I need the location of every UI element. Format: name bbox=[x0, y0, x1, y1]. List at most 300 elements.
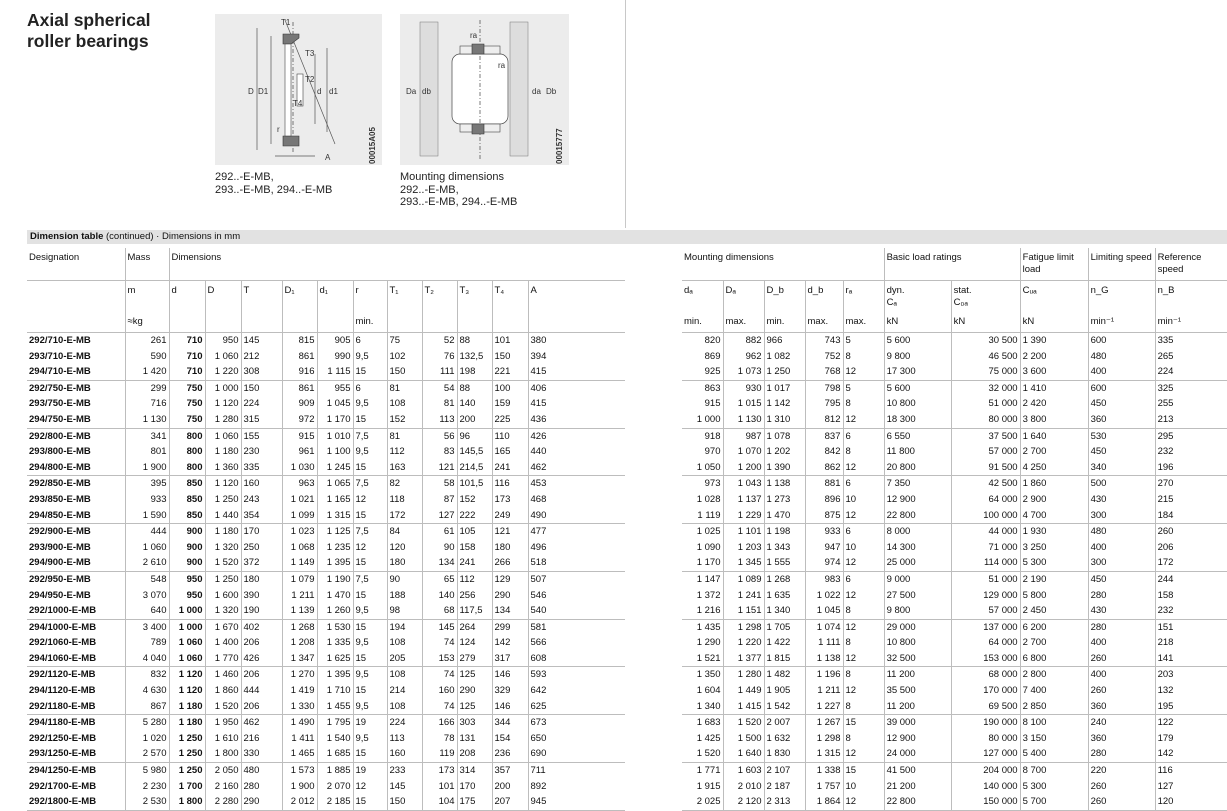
cell-T1: 84 bbox=[387, 524, 422, 540]
cell-C: 5 600 bbox=[884, 380, 951, 396]
cell-ra: 12 bbox=[843, 651, 884, 667]
cell-db: 837 bbox=[805, 428, 843, 444]
cell-r: 15 bbox=[353, 619, 387, 635]
cell-T: 280 bbox=[241, 779, 282, 795]
cell-T3: 170 bbox=[457, 779, 492, 795]
cell-A: 394 bbox=[528, 349, 625, 365]
cell-da: 1 521 bbox=[682, 651, 723, 667]
cell-nB: 196 bbox=[1155, 460, 1227, 476]
cell-nB: 122 bbox=[1155, 715, 1227, 731]
cell-C: 39 000 bbox=[884, 715, 951, 731]
cell-C0: 71 000 bbox=[951, 540, 1020, 556]
cell-m: 548 bbox=[125, 571, 169, 587]
cell-da: 1 771 bbox=[696, 765, 721, 777]
cell-db: 896 bbox=[805, 492, 843, 508]
table-row bbox=[27, 364, 625, 380]
cell-des: 292/1060-E-MB bbox=[29, 637, 97, 649]
cell-ra: 8 bbox=[843, 349, 884, 365]
cell-T2: 90 bbox=[422, 540, 457, 556]
table-row bbox=[682, 444, 1227, 460]
cell-Cu: 3 150 bbox=[1020, 731, 1088, 747]
cell-A: 406 bbox=[528, 380, 625, 396]
cell-Da: 882 bbox=[723, 333, 764, 349]
cell-Db: 1 635 bbox=[764, 588, 805, 604]
cell-D1: 861 bbox=[282, 349, 317, 365]
cell-nB: 270 bbox=[1155, 476, 1227, 492]
cell-T: 308 bbox=[241, 364, 282, 380]
header-row-groups bbox=[27, 248, 625, 281]
header-dimensions: Dimensions bbox=[169, 248, 625, 281]
cell-d: 850 bbox=[169, 476, 205, 492]
cell-d1: 1 470 bbox=[317, 588, 353, 604]
cell-des: 294/1000-E-MB bbox=[29, 621, 97, 633]
cell-T3: 279 bbox=[457, 651, 492, 667]
cell-A: 945 bbox=[528, 794, 625, 810]
cell-da: 1 372 bbox=[696, 589, 721, 601]
cell-nB: 151 bbox=[1155, 619, 1227, 635]
cell-m: 5 980 bbox=[125, 763, 169, 779]
cell-T4: 329 bbox=[492, 683, 528, 699]
label-r: r bbox=[277, 125, 280, 134]
cell-r: 12 bbox=[353, 492, 387, 508]
mounting-table-body bbox=[682, 333, 1227, 811]
cell-d: 1 120 bbox=[169, 667, 205, 683]
cell-A: 440 bbox=[528, 444, 625, 460]
cell-r: 15 bbox=[353, 588, 387, 604]
cell-Db: 1 202 bbox=[764, 444, 805, 460]
unit-r-min: min. bbox=[353, 313, 387, 333]
cell-db: 768 bbox=[805, 364, 843, 380]
header-fatigue: Fatigue limit load bbox=[1020, 248, 1088, 281]
cell-D1: 1 268 bbox=[282, 619, 317, 635]
cell-nB: 295 bbox=[1155, 428, 1227, 444]
cell-d1: 1 065 bbox=[317, 476, 353, 492]
cell-T4: 121 bbox=[492, 524, 528, 540]
cell-ra: 12 bbox=[843, 794, 884, 810]
cell-db: 862 bbox=[805, 460, 843, 476]
cell-C0: 114 000 bbox=[951, 555, 1020, 571]
cell-r: 7,5 bbox=[353, 524, 387, 540]
cell-nG: 450 bbox=[1088, 571, 1155, 587]
cell-nB: 172 bbox=[1155, 555, 1227, 571]
cell-m: 444 bbox=[125, 524, 169, 540]
cell-T3: 214,5 bbox=[457, 460, 492, 476]
cell-C: 29 000 bbox=[884, 619, 951, 635]
cell-ra: 5 bbox=[843, 333, 884, 349]
cell-T4: 207 bbox=[492, 794, 528, 810]
cell-D: 1 250 bbox=[205, 492, 241, 508]
cell-A: 436 bbox=[528, 412, 625, 428]
cell-des: 292/1250-E-MB bbox=[29, 732, 97, 744]
cell-d1: 1 125 bbox=[317, 524, 353, 540]
cell-des: 292/800-E-MB bbox=[29, 430, 91, 442]
cell-ra: 8 bbox=[843, 444, 884, 460]
bearing-section-figure bbox=[215, 14, 382, 165]
cell-A: 380 bbox=[528, 333, 625, 349]
cell-ra: 8 bbox=[843, 699, 884, 715]
cell-Cu: 3 600 bbox=[1020, 364, 1088, 380]
cell-da: 1 520 bbox=[682, 746, 723, 762]
cell-A: 426 bbox=[528, 428, 625, 444]
cell-T2: 81 bbox=[422, 396, 457, 412]
cell-Cu: 5 300 bbox=[1020, 555, 1088, 571]
cell-T2: 56 bbox=[422, 428, 457, 444]
cell-nB: 213 bbox=[1155, 412, 1227, 428]
table-row bbox=[682, 460, 1227, 476]
dimension-table bbox=[27, 248, 625, 811]
mounting-drawing bbox=[400, 14, 569, 165]
cell-d1: 905 bbox=[317, 333, 353, 349]
cell-T3: 101,5 bbox=[457, 476, 492, 492]
table-row bbox=[682, 699, 1227, 715]
cell-T3: 140 bbox=[457, 396, 492, 412]
cell-ra: 6 bbox=[843, 428, 884, 444]
cell-A: 518 bbox=[528, 555, 625, 571]
table-row bbox=[682, 651, 1227, 667]
cell-Da: 1 137 bbox=[723, 492, 764, 508]
cell-m: 801 bbox=[125, 444, 169, 460]
table-row bbox=[27, 349, 625, 365]
cell-ra: 8 bbox=[843, 731, 884, 747]
cell-Cu: 8 700 bbox=[1020, 763, 1088, 779]
cell-da: 869 bbox=[704, 350, 721, 362]
cell-nG: 450 bbox=[1088, 396, 1155, 412]
cell-T4: 249 bbox=[492, 508, 528, 524]
cell-Da: 1 101 bbox=[723, 524, 764, 540]
cell-T: 160 bbox=[241, 476, 282, 492]
cell-T: 206 bbox=[241, 699, 282, 715]
cell-nG: 300 bbox=[1088, 508, 1155, 524]
cell-db: 1 138 bbox=[805, 651, 843, 667]
table-row bbox=[27, 476, 625, 492]
cell-C0: 127 000 bbox=[951, 746, 1020, 762]
cell-des: 293/900-E-MB bbox=[29, 541, 91, 553]
cell-des: 294/900-E-MB bbox=[27, 555, 125, 571]
cell-T1: 113 bbox=[387, 731, 422, 747]
cell-r: 9,5 bbox=[353, 444, 387, 460]
cell-nG: 480 bbox=[1088, 524, 1155, 540]
cell-Cu: 1 640 bbox=[1020, 428, 1088, 444]
cell-A: 546 bbox=[528, 588, 625, 604]
header-basic-load: Basic load ratings bbox=[884, 248, 1020, 281]
cell-nG: 600 bbox=[1088, 380, 1155, 396]
cell-da: 863 bbox=[704, 382, 721, 394]
cell-des: 294/1180-E-MB bbox=[29, 717, 96, 729]
cell-d1: 2 185 bbox=[317, 794, 353, 810]
cell-T: 243 bbox=[241, 492, 282, 508]
cell-T4: 150 bbox=[492, 349, 528, 365]
cell-T1: 180 bbox=[387, 555, 422, 571]
cell-Da: 930 bbox=[723, 380, 764, 396]
cell-d1: 1 685 bbox=[317, 746, 353, 762]
cell-des: 292/850-E-MB bbox=[29, 478, 91, 490]
cell-C0: 51 000 bbox=[951, 571, 1020, 587]
cell-T2: 61 bbox=[422, 524, 457, 540]
cell-db: 1 298 bbox=[805, 731, 843, 747]
cell-T1: 108 bbox=[387, 699, 422, 715]
cell-D1: 1 208 bbox=[282, 635, 317, 651]
table-row bbox=[27, 524, 625, 540]
cell-D: 1 520 bbox=[205, 699, 241, 715]
cell-d1: 1 170 bbox=[317, 412, 353, 428]
cell-Da: 1 229 bbox=[723, 508, 764, 524]
cell-T2: 113 bbox=[422, 412, 457, 428]
cell-Da: 1 500 bbox=[723, 731, 764, 747]
cell-C: 11 200 bbox=[884, 699, 951, 715]
cell-T4: 180 bbox=[492, 540, 528, 556]
cell-da: 925 bbox=[682, 364, 723, 380]
cell-m: 1 130 bbox=[125, 412, 169, 428]
cell-r: 12 bbox=[353, 779, 387, 795]
cell-T2: 166 bbox=[422, 715, 457, 731]
cell-des: 292/710-E-MB bbox=[29, 335, 91, 346]
cell-d1: 1 395 bbox=[317, 555, 353, 571]
cell-r: 6 bbox=[353, 380, 387, 396]
label-db: db bbox=[422, 87, 431, 96]
cell-d1: 1 045 bbox=[317, 396, 353, 412]
cell-D: 1 670 bbox=[205, 619, 241, 635]
cell-d: 800 bbox=[169, 444, 205, 460]
cell-C0: 57 000 bbox=[951, 444, 1020, 460]
cell-C: 21 200 bbox=[884, 779, 951, 795]
cell-nB: 206 bbox=[1155, 540, 1227, 556]
cell-C: 12 900 bbox=[884, 731, 951, 747]
cell-ra: 12 bbox=[843, 460, 884, 476]
cell-db: 743 bbox=[805, 333, 843, 349]
table-row bbox=[682, 540, 1227, 556]
cell-T: 150 bbox=[241, 380, 282, 396]
cell-des: 292/1000-E-MB bbox=[27, 603, 125, 619]
header-stat bbox=[951, 281, 1020, 314]
cell-m: 3 400 bbox=[125, 619, 169, 635]
cell-C0: 150 000 bbox=[951, 794, 1020, 810]
cell-r: 12 bbox=[353, 540, 387, 556]
cell-nB: 260 bbox=[1155, 524, 1227, 540]
cell-Cu: 1 410 bbox=[1020, 380, 1088, 396]
cell-T3: 222 bbox=[457, 508, 492, 524]
cell-r: 9,5 bbox=[353, 603, 387, 619]
cell-nG: 280 bbox=[1088, 588, 1155, 604]
cell-C: 35 500 bbox=[884, 683, 951, 699]
cell-T4: 241 bbox=[492, 460, 528, 476]
header-nG: n_G bbox=[1088, 281, 1155, 314]
cell-da: 820 bbox=[704, 335, 721, 346]
cell-d: 900 bbox=[169, 555, 205, 571]
cell-ra: 10 bbox=[843, 492, 884, 508]
cell-r: 15 bbox=[353, 412, 387, 428]
cell-Da: 1 220 bbox=[723, 635, 764, 651]
header-T: T bbox=[241, 281, 282, 314]
cell-ra: 12 bbox=[843, 555, 884, 571]
cell-Db: 1 250 bbox=[764, 364, 805, 380]
cell-m: 341 bbox=[125, 428, 169, 444]
cell-Db: 2 107 bbox=[764, 763, 805, 779]
cell-C0: 190 000 bbox=[951, 715, 1020, 731]
cell-C0: 69 500 bbox=[951, 699, 1020, 715]
cell-D1: 2 012 bbox=[282, 794, 317, 810]
cell-A: 415 bbox=[528, 396, 625, 412]
cell-db: 1 211 bbox=[805, 683, 843, 699]
label-T4: T4 bbox=[293, 99, 303, 108]
label-d: d bbox=[317, 87, 322, 96]
cell-D1: 1 465 bbox=[282, 746, 317, 762]
cell-T4: 344 bbox=[492, 715, 528, 731]
cell-T2: 65 bbox=[422, 571, 457, 587]
cell-D: 1 180 bbox=[205, 444, 241, 460]
cell-nG: 430 bbox=[1088, 492, 1155, 508]
cell-Cu: 2 850 bbox=[1020, 699, 1088, 715]
cell-r: 15 bbox=[353, 555, 387, 571]
cell-da: 970 bbox=[704, 446, 721, 458]
mounting-header-row-symbols bbox=[682, 281, 1227, 314]
table-row bbox=[27, 412, 625, 428]
cell-Cu: 3 800 bbox=[1020, 412, 1088, 428]
cell-ra: 12 bbox=[843, 364, 884, 380]
cell-nB: 184 bbox=[1155, 508, 1227, 524]
cell-C0: 32 000 bbox=[951, 380, 1020, 396]
table-row bbox=[27, 635, 625, 651]
cell-da: 1 025 bbox=[696, 526, 721, 538]
cell-Db: 2 313 bbox=[764, 794, 805, 810]
cell-Cu: 2 450 bbox=[1020, 603, 1088, 619]
cell-da: 1 090 bbox=[696, 541, 721, 553]
cell-D: 1 120 bbox=[205, 476, 241, 492]
header-T1: T₁ bbox=[387, 281, 422, 314]
cell-d: 710 bbox=[169, 333, 205, 349]
cell-Da: 1 298 bbox=[723, 619, 764, 635]
cell-A: 673 bbox=[528, 715, 625, 731]
cell-C: 22 800 bbox=[884, 794, 951, 810]
label-da: da bbox=[532, 87, 541, 96]
cell-T: 216 bbox=[241, 731, 282, 747]
cell-Db: 1 142 bbox=[764, 396, 805, 412]
table-row bbox=[27, 731, 625, 747]
cell-ra: 8 bbox=[843, 603, 884, 619]
table-row bbox=[682, 571, 1227, 587]
cell-A: 625 bbox=[528, 699, 625, 715]
cell-m: 1 020 bbox=[125, 731, 169, 747]
cell-D: 2 280 bbox=[205, 794, 241, 810]
cell-des: 292/1700-E-MB bbox=[29, 780, 97, 792]
unit-kg: ≈kg bbox=[125, 313, 169, 333]
cell-d: 900 bbox=[169, 524, 205, 540]
cell-nG: 260 bbox=[1088, 683, 1155, 699]
cell-Cu: 2 700 bbox=[1020, 444, 1088, 460]
cell-D1: 1 023 bbox=[282, 524, 317, 540]
cell-Db: 1 198 bbox=[764, 524, 805, 540]
cell-da: 1 435 bbox=[696, 621, 721, 633]
cell-C: 7 350 bbox=[884, 476, 951, 492]
cell-T4: 173 bbox=[492, 492, 528, 508]
cell-d1: 1 625 bbox=[317, 651, 353, 667]
cell-nB: 116 bbox=[1155, 763, 1227, 779]
unit-nB-rpm: min⁻¹ bbox=[1155, 313, 1227, 333]
cell-T2: 87 bbox=[422, 492, 457, 508]
cell-d: 750 bbox=[169, 396, 205, 412]
cell-T1: 160 bbox=[387, 746, 422, 762]
cell-D1: 909 bbox=[282, 396, 317, 412]
cell-ra: 10 bbox=[843, 779, 884, 795]
cell-T3: 208 bbox=[457, 746, 492, 762]
cell-T: 145 bbox=[241, 333, 282, 349]
cell-D: 1 460 bbox=[205, 667, 241, 683]
cell-A: 490 bbox=[528, 508, 625, 524]
cell-d: 1 250 bbox=[169, 731, 205, 747]
cell-db: 752 bbox=[805, 349, 843, 365]
cell-Da: 1 377 bbox=[723, 651, 764, 667]
cell-T3: 264 bbox=[457, 619, 492, 635]
figure2-caption-line1: Mounting dimensions bbox=[400, 171, 504, 183]
page-title bbox=[27, 10, 151, 52]
cell-d: 1 000 bbox=[169, 619, 205, 635]
cell-D: 1 250 bbox=[205, 571, 241, 587]
cell-D: 1 520 bbox=[205, 555, 241, 571]
cell-des: 292/1180-E-MB bbox=[27, 699, 125, 715]
cell-A: 581 bbox=[528, 619, 625, 635]
table-row bbox=[27, 540, 625, 556]
cell-C: 11 800 bbox=[884, 444, 951, 460]
cell-T4: 100 bbox=[492, 380, 528, 396]
cell-T3: 125 bbox=[457, 699, 492, 715]
cell-T1: 90 bbox=[387, 571, 422, 587]
cell-T4: 290 bbox=[492, 588, 528, 604]
cell-r: 15 bbox=[353, 683, 387, 699]
cell-m: 640 bbox=[125, 603, 169, 619]
cell-D: 1 280 bbox=[205, 412, 241, 428]
cell-m: 789 bbox=[125, 635, 169, 651]
cell-T2: 121 bbox=[422, 460, 457, 476]
cell-T1: 150 bbox=[387, 364, 422, 380]
cell-d: 710 bbox=[169, 364, 205, 380]
cell-db: 1 022 bbox=[805, 588, 843, 604]
cell-Da: 1 130 bbox=[723, 412, 764, 428]
cell-nB: 195 bbox=[1155, 699, 1227, 715]
cell-D1: 815 bbox=[282, 333, 317, 349]
cell-T4: 159 bbox=[492, 396, 528, 412]
cell-Cu: 2 420 bbox=[1020, 396, 1088, 412]
cell-d: 1 180 bbox=[169, 699, 205, 715]
cell-m: 832 bbox=[125, 667, 169, 683]
cell-T1: 214 bbox=[387, 683, 422, 699]
cell-A: 608 bbox=[528, 651, 625, 667]
cell-nG: 260 bbox=[1088, 794, 1155, 810]
cell-T: 480 bbox=[241, 763, 282, 779]
table-row bbox=[27, 428, 625, 444]
cell-A: 642 bbox=[528, 683, 625, 699]
cell-r: 15 bbox=[353, 508, 387, 524]
cell-D1: 1 411 bbox=[282, 731, 317, 747]
cell-des: 294/1250-E-MB bbox=[29, 765, 97, 777]
cell-C0: 30 500 bbox=[951, 333, 1020, 349]
cell-T3: 256 bbox=[457, 588, 492, 604]
table-row bbox=[682, 667, 1227, 683]
cell-nG: 240 bbox=[1088, 715, 1155, 731]
cell-T3: 200 bbox=[457, 412, 492, 428]
cell-Cu: 7 400 bbox=[1020, 683, 1088, 699]
cell-Cu: 5 700 bbox=[1020, 794, 1088, 810]
cell-m: 867 bbox=[125, 699, 169, 715]
cell-nB: 224 bbox=[1155, 364, 1227, 380]
cell-nB: 215 bbox=[1155, 492, 1227, 508]
cell-C: 8 000 bbox=[884, 524, 951, 540]
cell-A: 507 bbox=[528, 571, 625, 587]
header-designation: Designation bbox=[27, 248, 125, 281]
cell-des: 294/710-E-MB bbox=[27, 364, 125, 380]
cell-d1: 1 245 bbox=[317, 460, 353, 476]
cell-T3: 105 bbox=[457, 524, 492, 540]
cell-Db: 966 bbox=[764, 333, 805, 349]
cell-ra: 6 bbox=[843, 476, 884, 492]
